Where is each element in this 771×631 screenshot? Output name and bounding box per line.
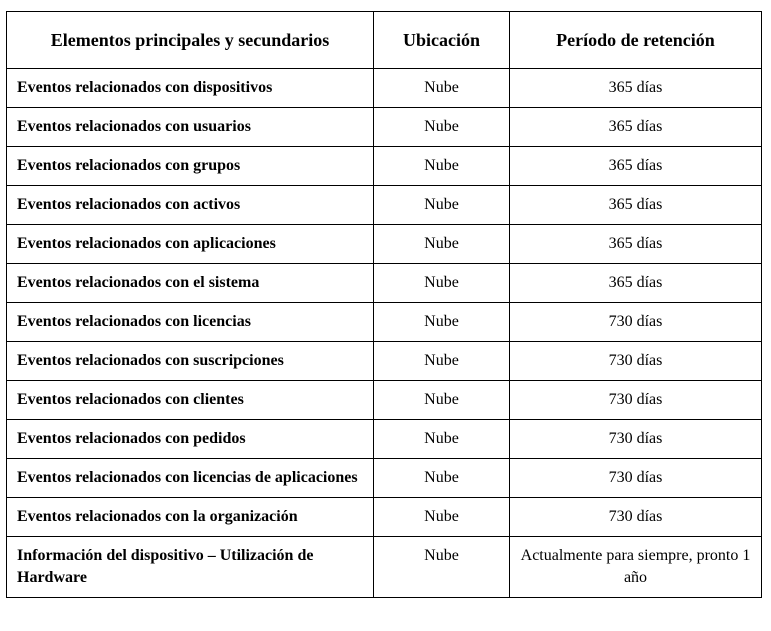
- retention-table: [6, 11, 762, 598]
- location-cell: Nube: [374, 459, 510, 498]
- table-row: [7, 381, 762, 420]
- table-row: [7, 186, 762, 225]
- element-cell: Eventos relacionados con clientes: [7, 381, 374, 420]
- header-location: Ubicación: [374, 12, 510, 69]
- element-cell: Eventos relacionados con aplicaciones: [7, 225, 374, 264]
- retention-cell: 365 días: [510, 147, 762, 186]
- retention-cell: 365 días: [510, 264, 762, 303]
- location-cell: Nube: [374, 147, 510, 186]
- retention-cell: 730 días: [510, 420, 762, 459]
- element-cell: Eventos relacionados con licencias de aplicaciones: [7, 459, 374, 498]
- header-retention: Período de retención: [510, 12, 762, 69]
- retention-cell: 730 días: [510, 303, 762, 342]
- header-elements: Elementos principales y secundarios: [7, 12, 374, 69]
- location-cell: Nube: [374, 108, 510, 147]
- element-cell: Eventos relacionados con el sistema: [7, 264, 374, 303]
- retention-cell: 730 días: [510, 381, 762, 420]
- location-cell: Nube: [374, 420, 510, 459]
- retention-cell: 365 días: [510, 69, 762, 108]
- element-cell: Eventos relacionados con licencias: [7, 303, 374, 342]
- location-cell: Nube: [374, 225, 510, 264]
- element-cell: Información del dispositivo – Utilización de Hardware: [7, 537, 374, 598]
- retention-cell: 365 días: [510, 225, 762, 264]
- table-row: [7, 108, 762, 147]
- retention-cell: 730 días: [510, 342, 762, 381]
- element-cell: Eventos relacionados con dispositivos: [7, 69, 374, 108]
- location-cell: Nube: [374, 303, 510, 342]
- location-cell: Nube: [374, 381, 510, 420]
- retention-cell: 365 días: [510, 108, 762, 147]
- location-cell: Nube: [374, 342, 510, 381]
- location-cell: Nube: [374, 69, 510, 108]
- table-row: [7, 420, 762, 459]
- location-cell: Nube: [374, 186, 510, 225]
- table-row: [7, 69, 762, 108]
- table-row: [7, 303, 762, 342]
- retention-cell: Actualmente para siempre, pronto 1 año: [510, 537, 762, 598]
- element-cell: Eventos relacionados con suscripciones: [7, 342, 374, 381]
- retention-cell: 365 días: [510, 186, 762, 225]
- location-cell: Nube: [374, 537, 510, 598]
- element-cell: Eventos relacionados con grupos: [7, 147, 374, 186]
- table-row: [7, 147, 762, 186]
- header-row: [7, 12, 762, 69]
- retention-cell: 730 días: [510, 459, 762, 498]
- location-cell: Nube: [374, 264, 510, 303]
- table-row: [7, 264, 762, 303]
- table-row: [7, 225, 762, 264]
- element-cell: Eventos relacionados con usuarios: [7, 108, 374, 147]
- element-cell: Eventos relacionados con activos: [7, 186, 374, 225]
- table-row: [7, 498, 762, 537]
- retention-cell: 730 días: [510, 498, 762, 537]
- element-cell: Eventos relacionados con la organización: [7, 498, 374, 537]
- table-row: [7, 459, 762, 498]
- element-cell: Eventos relacionados con pedidos: [7, 420, 374, 459]
- table-row: [7, 342, 762, 381]
- table-row: [7, 537, 762, 598]
- location-cell: Nube: [374, 498, 510, 537]
